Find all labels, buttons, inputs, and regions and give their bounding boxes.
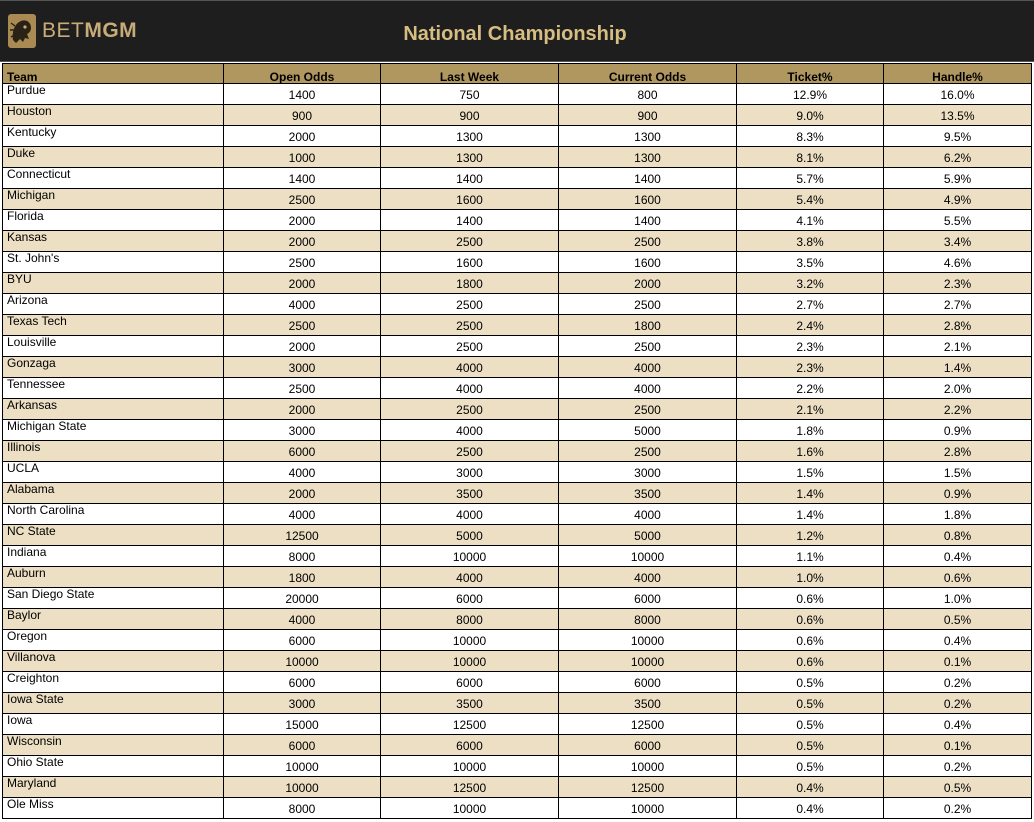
table-row [3, 798, 1032, 819]
cell-handle-pct: 9.5% [884, 126, 1032, 147]
cell-last-week: 2500 [381, 336, 559, 357]
table-row [3, 483, 1032, 504]
cell-handle-pct: 2.8% [884, 441, 1032, 462]
cell-open-odds: 3000 [224, 420, 381, 441]
table-body [3, 84, 1032, 819]
cell-open-odds: 2000 [224, 399, 381, 420]
cell-current-odds: 2500 [559, 336, 737, 357]
cell-last-week: 10000 [381, 546, 559, 567]
cell-open-odds: 20000 [224, 588, 381, 609]
cell-team: Ohio State [3, 756, 224, 777]
table-row [3, 189, 1032, 210]
cell-handle-pct: 4.6% [884, 252, 1032, 273]
cell-open-odds: 15000 [224, 714, 381, 735]
cell-last-week: 12500 [381, 714, 559, 735]
cell-open-odds: 12500 [224, 525, 381, 546]
cell-ticket-pct: 12.9% [737, 84, 884, 105]
cell-handle-pct: 4.9% [884, 189, 1032, 210]
cell-open-odds: 3000 [224, 693, 381, 714]
page-title: National Championship [403, 23, 627, 45]
cell-last-week: 3500 [381, 693, 559, 714]
table-row [3, 714, 1032, 735]
cell-team: BYU [3, 273, 224, 294]
cell-team: Ole Miss [3, 798, 224, 819]
cell-last-week: 2500 [381, 294, 559, 315]
cell-ticket-pct: 0.5% [737, 714, 884, 735]
table-row [3, 273, 1032, 294]
cell-open-odds: 1400 [224, 84, 381, 105]
cell-open-odds: 2500 [224, 315, 381, 336]
header-row [3, 64, 1032, 84]
cell-ticket-pct: 4.1% [737, 210, 884, 231]
cell-team: Kentucky [3, 126, 224, 147]
cell-last-week: 2500 [381, 399, 559, 420]
cell-open-odds: 8000 [224, 546, 381, 567]
table-row [3, 210, 1032, 231]
cell-handle-pct: 0.1% [884, 651, 1032, 672]
cell-current-odds: 5000 [559, 525, 737, 546]
cell-last-week: 1400 [381, 210, 559, 231]
cell-open-odds: 900 [224, 105, 381, 126]
table-row [3, 126, 1032, 147]
table-row [3, 84, 1032, 105]
table-row [3, 672, 1032, 693]
cell-ticket-pct: 0.4% [737, 777, 884, 798]
cell-team: St. John's [3, 252, 224, 273]
cell-handle-pct: 0.2% [884, 756, 1032, 777]
cell-handle-pct: 0.8% [884, 525, 1032, 546]
cell-open-odds: 2500 [224, 378, 381, 399]
table-row [3, 546, 1032, 567]
cell-current-odds: 2500 [559, 231, 737, 252]
cell-ticket-pct: 3.2% [737, 273, 884, 294]
cell-current-odds: 2000 [559, 273, 737, 294]
column-header-handle-pct: Handle% [884, 64, 1032, 84]
cell-ticket-pct: 1.4% [737, 504, 884, 525]
cell-ticket-pct: 1.5% [737, 462, 884, 483]
column-header-current-odds: Current Odds [559, 64, 737, 84]
cell-ticket-pct: 1.6% [737, 441, 884, 462]
cell-team: Indiana [3, 546, 224, 567]
cell-open-odds: 2000 [224, 336, 381, 357]
brand-mgm: MGM [84, 19, 138, 42]
cell-team: Maryland [3, 777, 224, 798]
cell-team: Villanova [3, 651, 224, 672]
cell-open-odds: 2000 [224, 231, 381, 252]
cell-team: Iowa State [3, 693, 224, 714]
cell-current-odds: 6000 [559, 588, 737, 609]
column-header-team: Team [3, 64, 224, 84]
table-row [3, 231, 1032, 252]
table-row [3, 567, 1032, 588]
cell-ticket-pct: 0.5% [737, 756, 884, 777]
cell-open-odds: 4000 [224, 462, 381, 483]
cell-handle-pct: 3.4% [884, 231, 1032, 252]
cell-last-week: 10000 [381, 651, 559, 672]
cell-last-week: 4000 [381, 378, 559, 399]
column-header-last-week: Last Week [381, 64, 559, 84]
cell-handle-pct: 2.8% [884, 315, 1032, 336]
cell-current-odds: 5000 [559, 420, 737, 441]
cell-team: NC State [3, 525, 224, 546]
cell-open-odds: 4000 [224, 609, 381, 630]
cell-current-odds: 800 [559, 84, 737, 105]
brand-bet: BET [42, 19, 85, 42]
table-row [3, 105, 1032, 126]
cell-team: Michigan [3, 189, 224, 210]
cell-current-odds: 2500 [559, 399, 737, 420]
cell-ticket-pct: 0.6% [737, 609, 884, 630]
cell-last-week: 10000 [381, 756, 559, 777]
cell-current-odds: 1400 [559, 168, 737, 189]
cell-handle-pct: 13.5% [884, 105, 1032, 126]
cell-last-week: 6000 [381, 735, 559, 756]
cell-open-odds: 2000 [224, 126, 381, 147]
cell-open-odds: 2500 [224, 189, 381, 210]
cell-team: Baylor [3, 609, 224, 630]
cell-team: Oregon [3, 630, 224, 651]
cell-ticket-pct: 0.4% [737, 798, 884, 819]
cell-ticket-pct: 0.5% [737, 693, 884, 714]
cell-ticket-pct: 5.4% [737, 189, 884, 210]
cell-handle-pct: 0.2% [884, 798, 1032, 819]
cell-team: North Carolina [3, 504, 224, 525]
cell-team: Texas Tech [3, 315, 224, 336]
cell-last-week: 3000 [381, 462, 559, 483]
cell-current-odds: 6000 [559, 735, 737, 756]
cell-handle-pct: 0.4% [884, 546, 1032, 567]
table-row [3, 588, 1032, 609]
table-row [3, 147, 1032, 168]
cell-last-week: 8000 [381, 609, 559, 630]
cell-open-odds: 3000 [224, 357, 381, 378]
table-row [3, 378, 1032, 399]
cell-handle-pct: 2.7% [884, 294, 1032, 315]
cell-last-week: 3500 [381, 483, 559, 504]
cell-ticket-pct: 8.3% [737, 126, 884, 147]
betmgm-logo [8, 13, 137, 49]
cell-last-week: 2500 [381, 315, 559, 336]
cell-ticket-pct: 2.3% [737, 357, 884, 378]
cell-handle-pct: 0.9% [884, 420, 1032, 441]
table-row [3, 525, 1032, 546]
cell-team: San Diego State [3, 588, 224, 609]
cell-last-week: 1600 [381, 189, 559, 210]
cell-current-odds: 2500 [559, 441, 737, 462]
cell-team: Connecticut [3, 168, 224, 189]
cell-current-odds: 2500 [559, 294, 737, 315]
cell-handle-pct: 0.5% [884, 609, 1032, 630]
cell-last-week: 4000 [381, 567, 559, 588]
table-row [3, 441, 1032, 462]
cell-handle-pct: 2.1% [884, 336, 1032, 357]
table-row [3, 168, 1032, 189]
cell-current-odds: 10000 [559, 630, 737, 651]
cell-open-odds: 1400 [224, 168, 381, 189]
cell-handle-pct: 2.3% [884, 273, 1032, 294]
cell-handle-pct: 0.9% [884, 483, 1032, 504]
table-row [3, 651, 1032, 672]
cell-team: Duke [3, 147, 224, 168]
table-row [3, 462, 1032, 483]
cell-last-week: 5000 [381, 525, 559, 546]
cell-handle-pct: 0.4% [884, 630, 1032, 651]
cell-last-week: 1300 [381, 147, 559, 168]
cell-handle-pct: 1.4% [884, 357, 1032, 378]
cell-current-odds: 4000 [559, 357, 737, 378]
cell-last-week: 6000 [381, 588, 559, 609]
cell-current-odds: 10000 [559, 651, 737, 672]
cell-ticket-pct: 1.0% [737, 567, 884, 588]
cell-handle-pct: 0.4% [884, 714, 1032, 735]
cell-current-odds: 12500 [559, 714, 737, 735]
cell-open-odds: 4000 [224, 294, 381, 315]
cell-current-odds: 4000 [559, 504, 737, 525]
cell-current-odds: 3500 [559, 483, 737, 504]
cell-team: Auburn [3, 567, 224, 588]
cell-handle-pct: 0.6% [884, 567, 1032, 588]
cell-handle-pct: 2.2% [884, 399, 1032, 420]
cell-open-odds: 2000 [224, 483, 381, 504]
table-row [3, 693, 1032, 714]
cell-current-odds: 4000 [559, 378, 737, 399]
cell-current-odds: 8000 [559, 609, 737, 630]
cell-handle-pct: 16.0% [884, 84, 1032, 105]
column-header-open-odds: Open Odds [224, 64, 381, 84]
cell-handle-pct: 5.9% [884, 168, 1032, 189]
cell-current-odds: 1600 [559, 189, 737, 210]
cell-last-week: 750 [381, 84, 559, 105]
cell-last-week: 4000 [381, 420, 559, 441]
table-row [3, 756, 1032, 777]
cell-handle-pct: 0.2% [884, 693, 1032, 714]
table-row [3, 294, 1032, 315]
table-row [3, 315, 1032, 336]
cell-last-week: 900 [381, 105, 559, 126]
brand-wordmark [42, 13, 137, 49]
cell-last-week: 2500 [381, 441, 559, 462]
cell-ticket-pct: 0.5% [737, 735, 884, 756]
cell-handle-pct: 1.8% [884, 504, 1032, 525]
cell-open-odds: 10000 [224, 756, 381, 777]
cell-open-odds: 6000 [224, 441, 381, 462]
cell-last-week: 1600 [381, 252, 559, 273]
cell-current-odds: 1300 [559, 147, 737, 168]
cell-team: Iowa [3, 714, 224, 735]
cell-open-odds: 6000 [224, 672, 381, 693]
table-row [3, 777, 1032, 798]
cell-ticket-pct: 2.4% [737, 315, 884, 336]
table-row [3, 357, 1032, 378]
cell-last-week: 10000 [381, 630, 559, 651]
cell-current-odds: 3000 [559, 462, 737, 483]
cell-last-week: 1400 [381, 168, 559, 189]
cell-open-odds: 6000 [224, 630, 381, 651]
cell-ticket-pct: 2.3% [737, 336, 884, 357]
cell-current-odds: 4000 [559, 567, 737, 588]
cell-current-odds: 1300 [559, 126, 737, 147]
cell-team: Wisconsin [3, 735, 224, 756]
cell-team: Louisville [3, 336, 224, 357]
cell-open-odds: 6000 [224, 735, 381, 756]
cell-handle-pct: 1.0% [884, 588, 1032, 609]
cell-team: Arkansas [3, 399, 224, 420]
cell-handle-pct: 5.5% [884, 210, 1032, 231]
table-row [3, 420, 1032, 441]
cell-open-odds: 8000 [224, 798, 381, 819]
cell-ticket-pct: 3.8% [737, 231, 884, 252]
cell-team: Gonzaga [3, 357, 224, 378]
cell-open-odds: 2000 [224, 210, 381, 231]
cell-open-odds: 10000 [224, 777, 381, 798]
cell-current-odds: 10000 [559, 798, 737, 819]
header-banner [0, 0, 1034, 62]
cell-ticket-pct: 8.1% [737, 147, 884, 168]
cell-last-week: 4000 [381, 504, 559, 525]
cell-team: Arizona [3, 294, 224, 315]
column-header-ticket-pct: Ticket% [737, 64, 884, 84]
cell-open-odds: 10000 [224, 651, 381, 672]
cell-handle-pct: 2.0% [884, 378, 1032, 399]
cell-last-week: 1800 [381, 273, 559, 294]
cell-team: Purdue [3, 84, 224, 105]
table-row [3, 630, 1032, 651]
table-row [3, 609, 1032, 630]
cell-ticket-pct: 2.1% [737, 399, 884, 420]
cell-current-odds: 3500 [559, 693, 737, 714]
cell-handle-pct: 0.2% [884, 672, 1032, 693]
cell-last-week: 2500 [381, 231, 559, 252]
cell-last-week: 4000 [381, 357, 559, 378]
cell-ticket-pct: 0.6% [737, 630, 884, 651]
cell-last-week: 10000 [381, 798, 559, 819]
cell-ticket-pct: 9.0% [737, 105, 884, 126]
cell-open-odds: 2500 [224, 252, 381, 273]
cell-handle-pct: 0.5% [884, 777, 1032, 798]
cell-current-odds: 10000 [559, 546, 737, 567]
odds-table [2, 63, 1032, 819]
cell-ticket-pct: 5.7% [737, 168, 884, 189]
cell-team: Michigan State [3, 420, 224, 441]
cell-team: Alabama [3, 483, 224, 504]
cell-current-odds: 1800 [559, 315, 737, 336]
cell-ticket-pct: 1.8% [737, 420, 884, 441]
cell-handle-pct: 0.1% [884, 735, 1032, 756]
cell-team: UCLA [3, 462, 224, 483]
table-row [3, 399, 1032, 420]
table-row [3, 735, 1032, 756]
cell-open-odds: 1800 [224, 567, 381, 588]
cell-ticket-pct: 1.4% [737, 483, 884, 504]
cell-current-odds: 1400 [559, 210, 737, 231]
table-row [3, 336, 1032, 357]
cell-ticket-pct: 0.5% [737, 672, 884, 693]
cell-team: Illinois [3, 441, 224, 462]
cell-current-odds: 10000 [559, 756, 737, 777]
cell-team: Tennessee [3, 378, 224, 399]
cell-last-week: 12500 [381, 777, 559, 798]
cell-open-odds: 1000 [224, 147, 381, 168]
cell-last-week: 1300 [381, 126, 559, 147]
cell-team: Florida [3, 210, 224, 231]
cell-current-odds: 12500 [559, 777, 737, 798]
cell-ticket-pct: 0.6% [737, 651, 884, 672]
cell-current-odds: 900 [559, 105, 737, 126]
cell-handle-pct: 6.2% [884, 147, 1032, 168]
cell-open-odds: 4000 [224, 504, 381, 525]
cell-ticket-pct: 3.5% [737, 252, 884, 273]
cell-ticket-pct: 2.7% [737, 294, 884, 315]
table-row [3, 504, 1032, 525]
cell-team: Houston [3, 105, 224, 126]
cell-current-odds: 1600 [559, 252, 737, 273]
cell-open-odds: 2000 [224, 273, 381, 294]
cell-last-week: 6000 [381, 672, 559, 693]
cell-handle-pct: 1.5% [884, 462, 1032, 483]
cell-ticket-pct: 2.2% [737, 378, 884, 399]
cell-ticket-pct: 1.2% [737, 525, 884, 546]
lion-icon [8, 14, 36, 48]
cell-team: Creighton [3, 672, 224, 693]
table-row [3, 252, 1032, 273]
cell-current-odds: 6000 [559, 672, 737, 693]
cell-team: Kansas [3, 231, 224, 252]
cell-ticket-pct: 0.6% [737, 588, 884, 609]
cell-ticket-pct: 1.1% [737, 546, 884, 567]
